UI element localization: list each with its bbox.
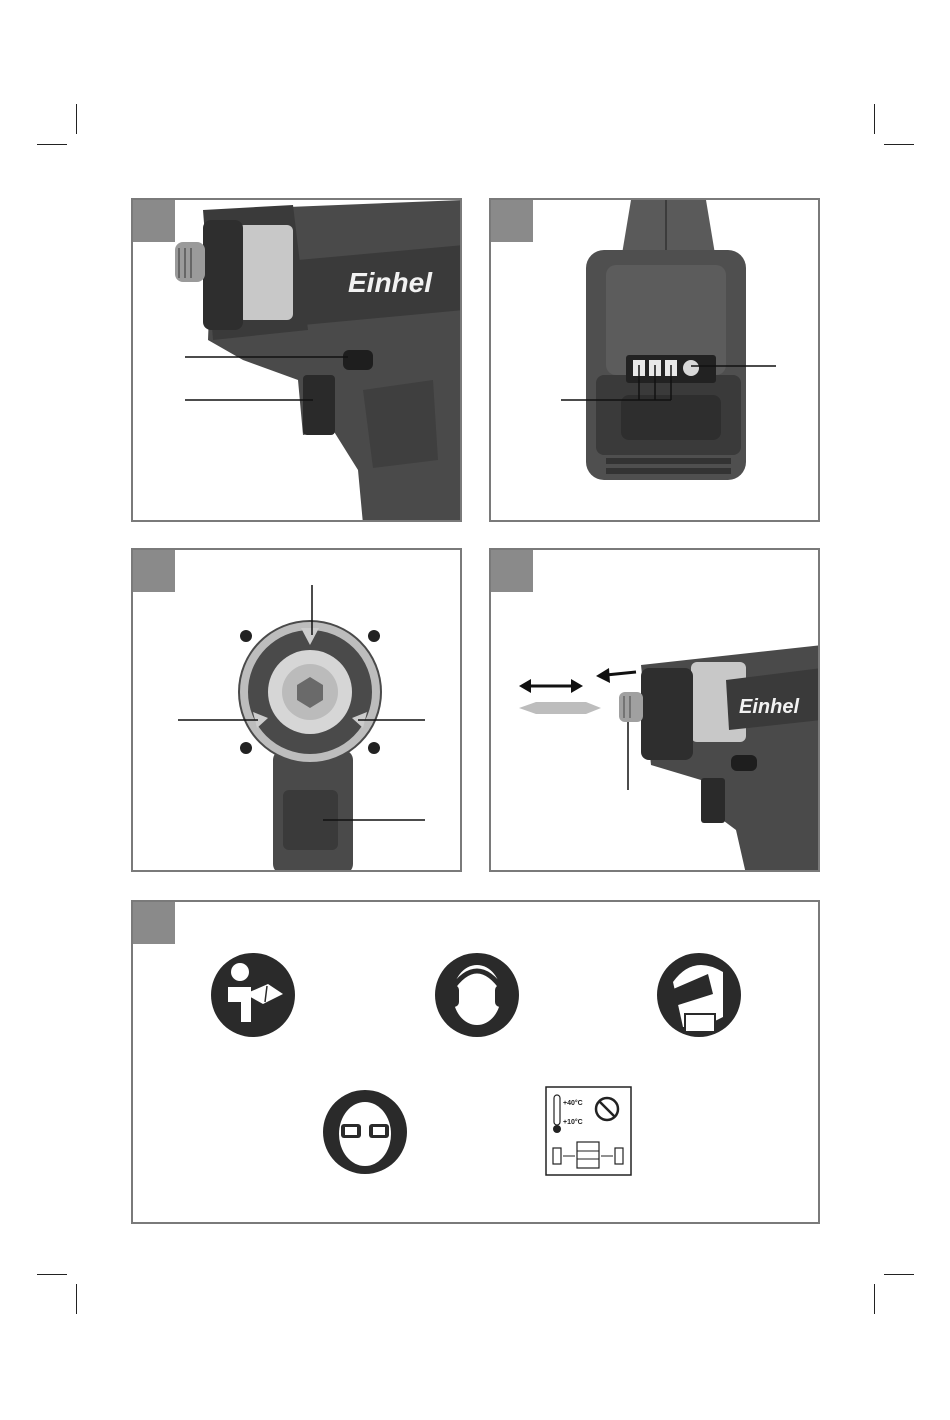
figure-2-panel (489, 198, 820, 522)
crop-mark (37, 144, 67, 145)
figure-tab (133, 902, 175, 944)
figure-3-panel (131, 548, 462, 872)
safety-symbols-illustration (133, 902, 820, 1224)
crop-mark (76, 1284, 77, 1314)
battery-indicator-illustration (491, 200, 820, 522)
figure-5-panel (131, 900, 820, 1224)
figure-tab (491, 550, 533, 592)
figure-tab (133, 550, 175, 592)
hearing-protection-icon (435, 953, 519, 1037)
read-manual-icon (211, 953, 295, 1037)
bit-insertion-illustration (491, 550, 820, 872)
brand-logo: Einhel (739, 696, 800, 718)
eye-protection-icon (323, 1090, 407, 1174)
dust-mask-icon (657, 953, 741, 1037)
crop-mark (874, 1284, 875, 1314)
figure-tab (133, 200, 175, 242)
crop-mark (884, 144, 914, 145)
temp-low-label: +10°C (563, 1119, 583, 1126)
drill-side-illustration (133, 200, 462, 522)
figure-1-panel (131, 198, 462, 522)
figure-tab (491, 200, 533, 242)
figure-4-panel (489, 548, 820, 872)
chuck-front-illustration (133, 550, 462, 872)
temp-high-label: +40°C (563, 1100, 583, 1107)
crop-mark (884, 1274, 914, 1275)
crop-mark (37, 1274, 67, 1275)
brand-logo: Einhel (348, 267, 433, 298)
crop-mark (76, 104, 77, 134)
battery-storage-icon (546, 1087, 631, 1175)
crop-mark (874, 104, 875, 134)
